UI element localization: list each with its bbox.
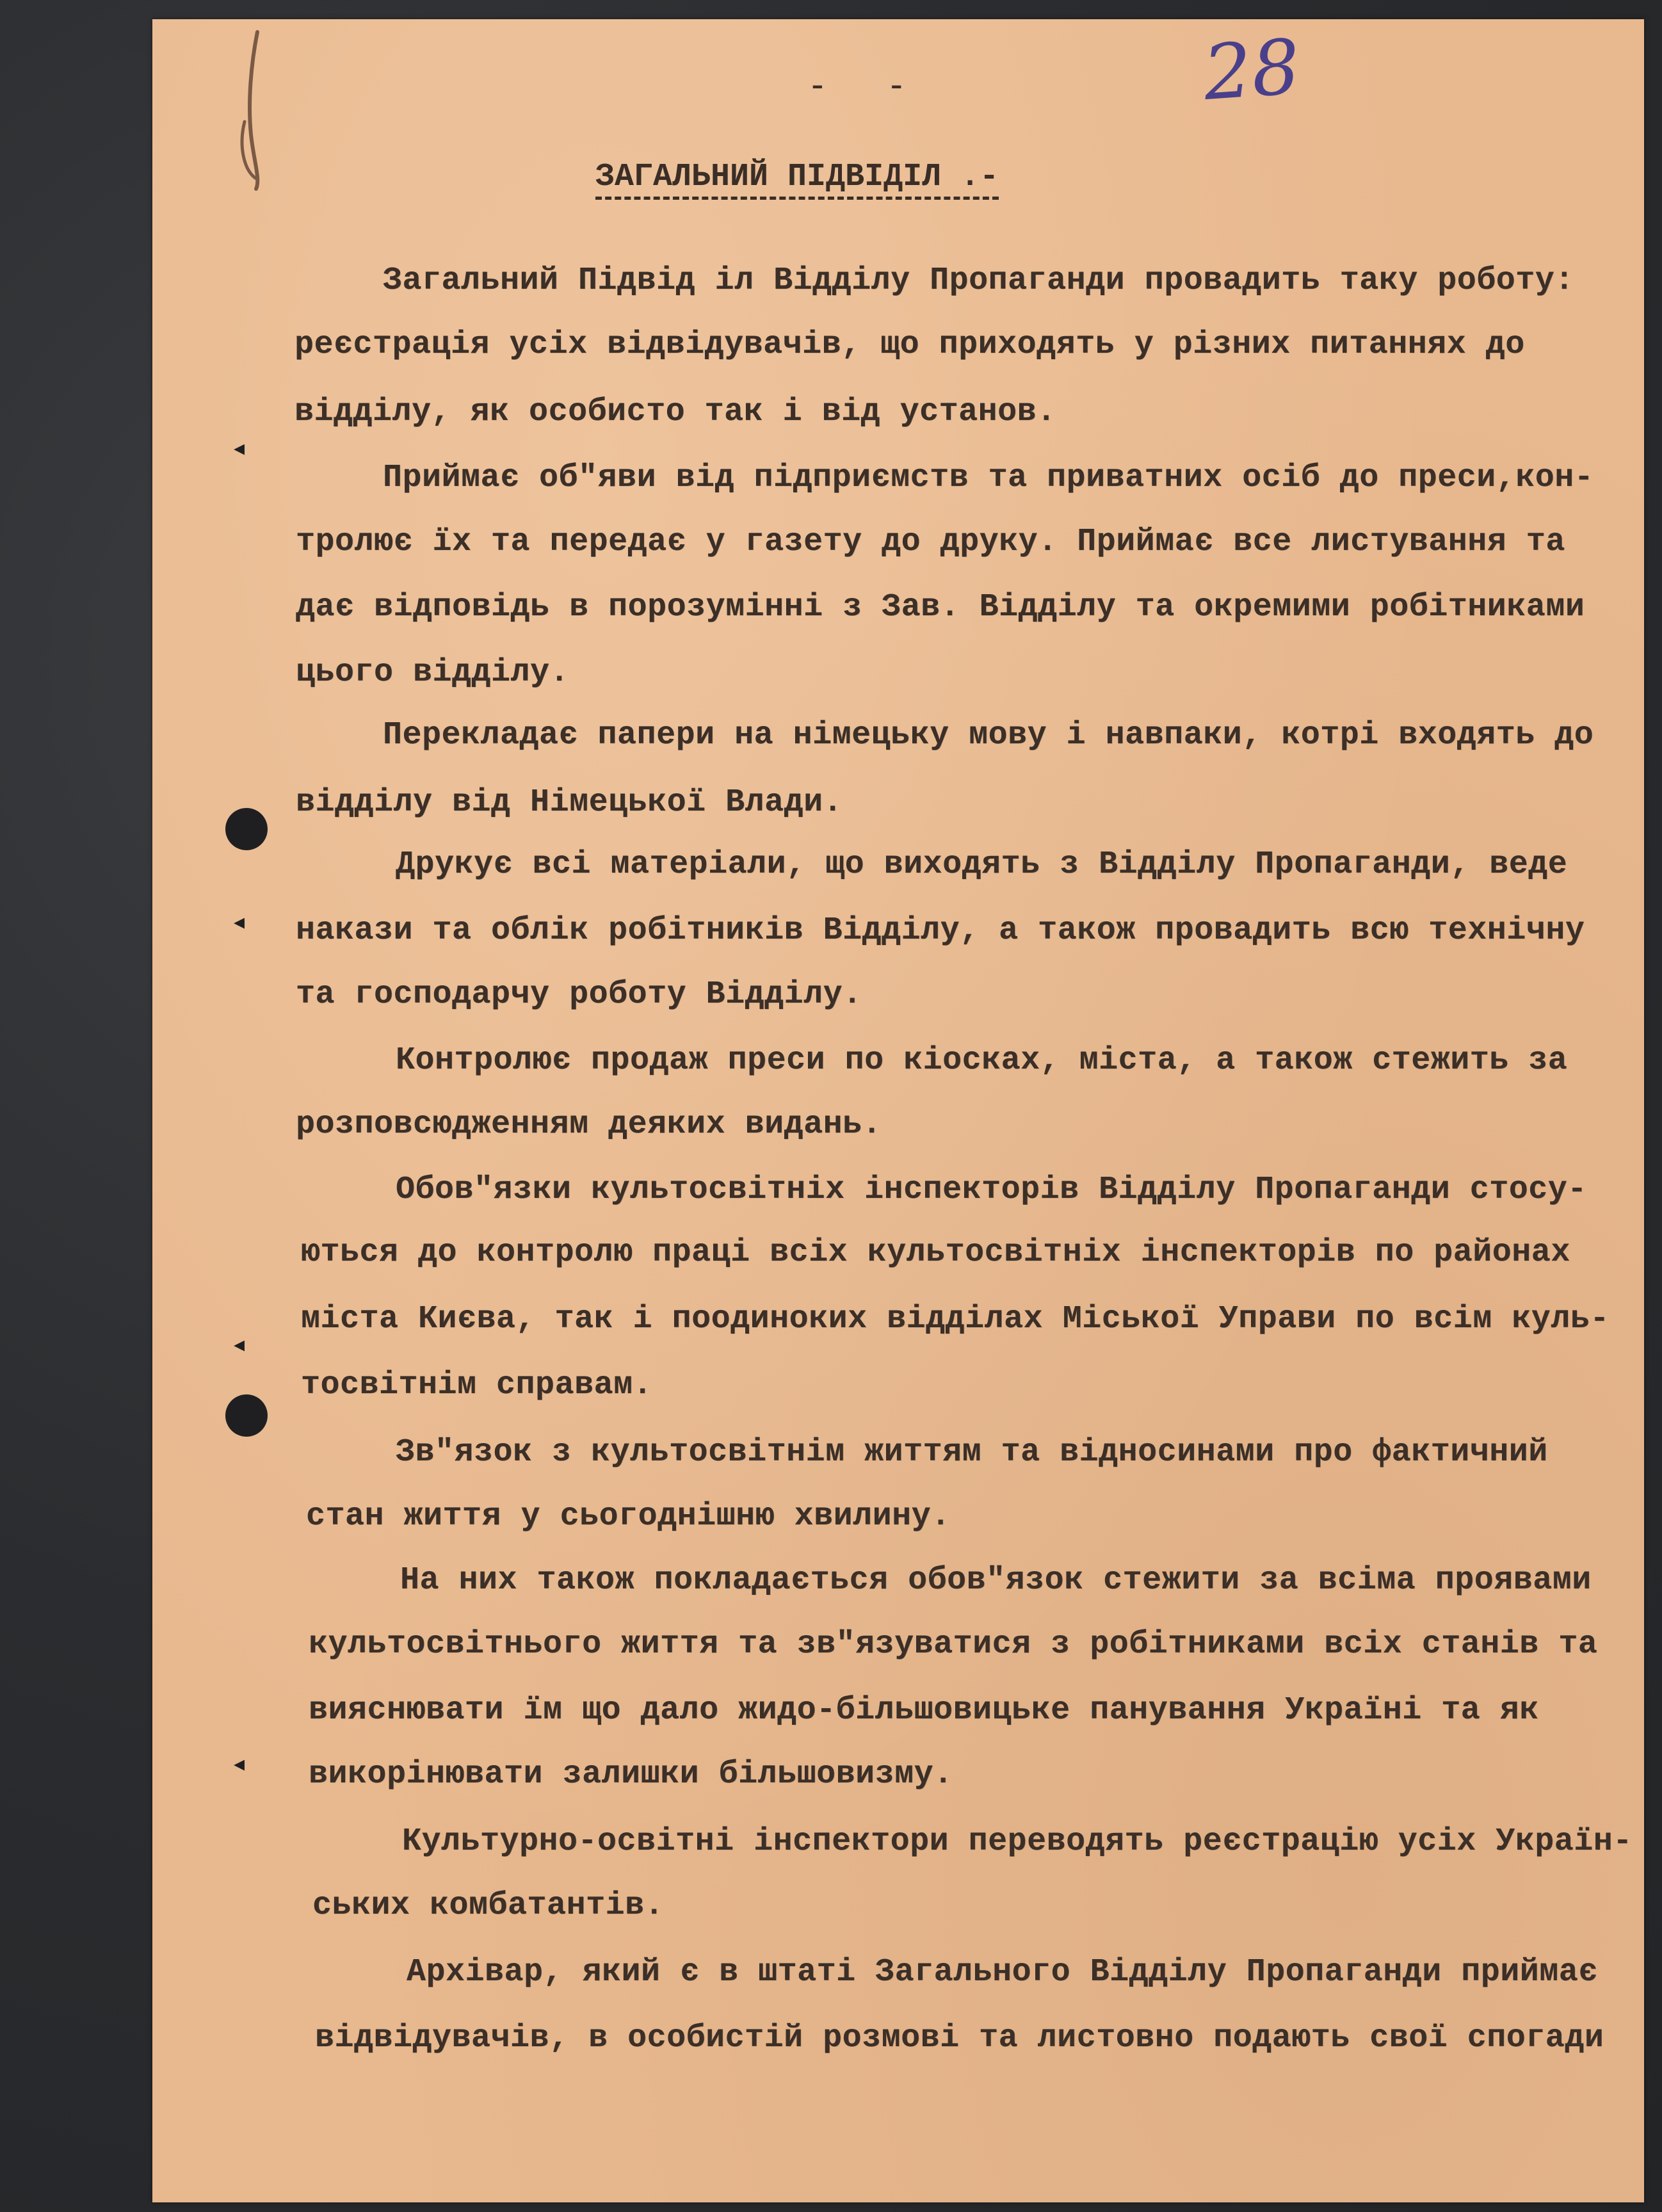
text-line: ських комбатантів. [312, 1887, 665, 1924]
margin-tick: ◂ [234, 909, 245, 935]
top-mark: - - [807, 64, 926, 106]
text-line: Загальний Підвід іл Відділу Пропаганди провадить таку роботу: [383, 262, 1574, 299]
text-line: відвідувачів, в особистій розмові та листовно подають свої спогади [315, 2020, 1604, 2056]
text-line: Архівар, який є в штаті Загального Відділу Пропаганди приймає [407, 1954, 1598, 1990]
binder-hole-bottom [225, 1394, 268, 1437]
text-line: Друкує всі матеріали, що виходять з Відділу Пропаганди, веде [396, 846, 1568, 883]
text-line: Контролює продаж преси по кіосках, міста, а також стежить за [396, 1042, 1568, 1079]
text-line: Перекладає папери на німецьку мову і навпаки, котрі входять до [383, 717, 1594, 754]
text-line: міста Києва, так і поодиноких відділах Міської Управи по всім куль- [301, 1301, 1610, 1337]
margin-tick: ◂ [234, 1332, 245, 1357]
text-line: накази та облік робітників Відділу, а також провадить всю технічну [296, 912, 1585, 949]
text-line: та господарчу роботу Відділу. [296, 976, 862, 1013]
text-line: вияснювати їм що дало жидо-більшовицьке панування Україні та як [309, 1692, 1539, 1729]
text-line: тролює їх та передає у газету до друку. Приймає все листування та [296, 524, 1565, 560]
text-line: викорінювати залишки більшовизму. [309, 1756, 953, 1793]
text-line: культосвітнього життя та зв"язуватися з робітниками всіх станів та [309, 1626, 1598, 1663]
text-line: Приймає об"яви від підприємств та приватних осіб до преси,кон- [383, 460, 1594, 496]
text-line: дає відповідь в порозумінні з Зав. Відділу та окремими робітниками [296, 589, 1585, 626]
text-line: ються до контролю праці всіх культосвітніх інспекторів по районах [301, 1234, 1570, 1271]
text-line: Обов"язки культосвітніх інспекторів Відділу Пропаганди стосу- [396, 1172, 1587, 1208]
margin-tick: ◂ [234, 435, 245, 461]
text-line: реєстрація усіх відвідувачів, що приходять у різних питаннях до [294, 327, 1525, 363]
document-title: ЗАГАЛЬНИЙ ПІДВІДІЛ .- [595, 159, 999, 195]
margin-tick: ◂ [234, 1751, 245, 1777]
text-line: стан життя у сьогоднішню хвилину. [306, 1498, 951, 1535]
text-line: Зв"язок з культосвітнім життям та відносинами про фактичний [396, 1434, 1548, 1471]
text-line: тосвітнім справам. [301, 1367, 653, 1403]
pencil-annotation [232, 26, 283, 192]
archive-page-number: 28 [1200, 22, 1303, 118]
text-line: відділу, як особисто так і від установ. [294, 394, 1056, 430]
text-line: відділу від Німецької Влади. [296, 784, 843, 821]
binder-hole-top [225, 808, 268, 850]
text-line: розповсюдженням деяких видань. [296, 1106, 882, 1143]
text-line: цього відділу. [296, 654, 570, 691]
text-line: На них також покладається обов"язок стежити за всіма проявами [400, 1562, 1592, 1599]
text-line: Культурно-освітні інспектори переводять реєстрацію усіх Україн- [402, 1823, 1633, 1860]
